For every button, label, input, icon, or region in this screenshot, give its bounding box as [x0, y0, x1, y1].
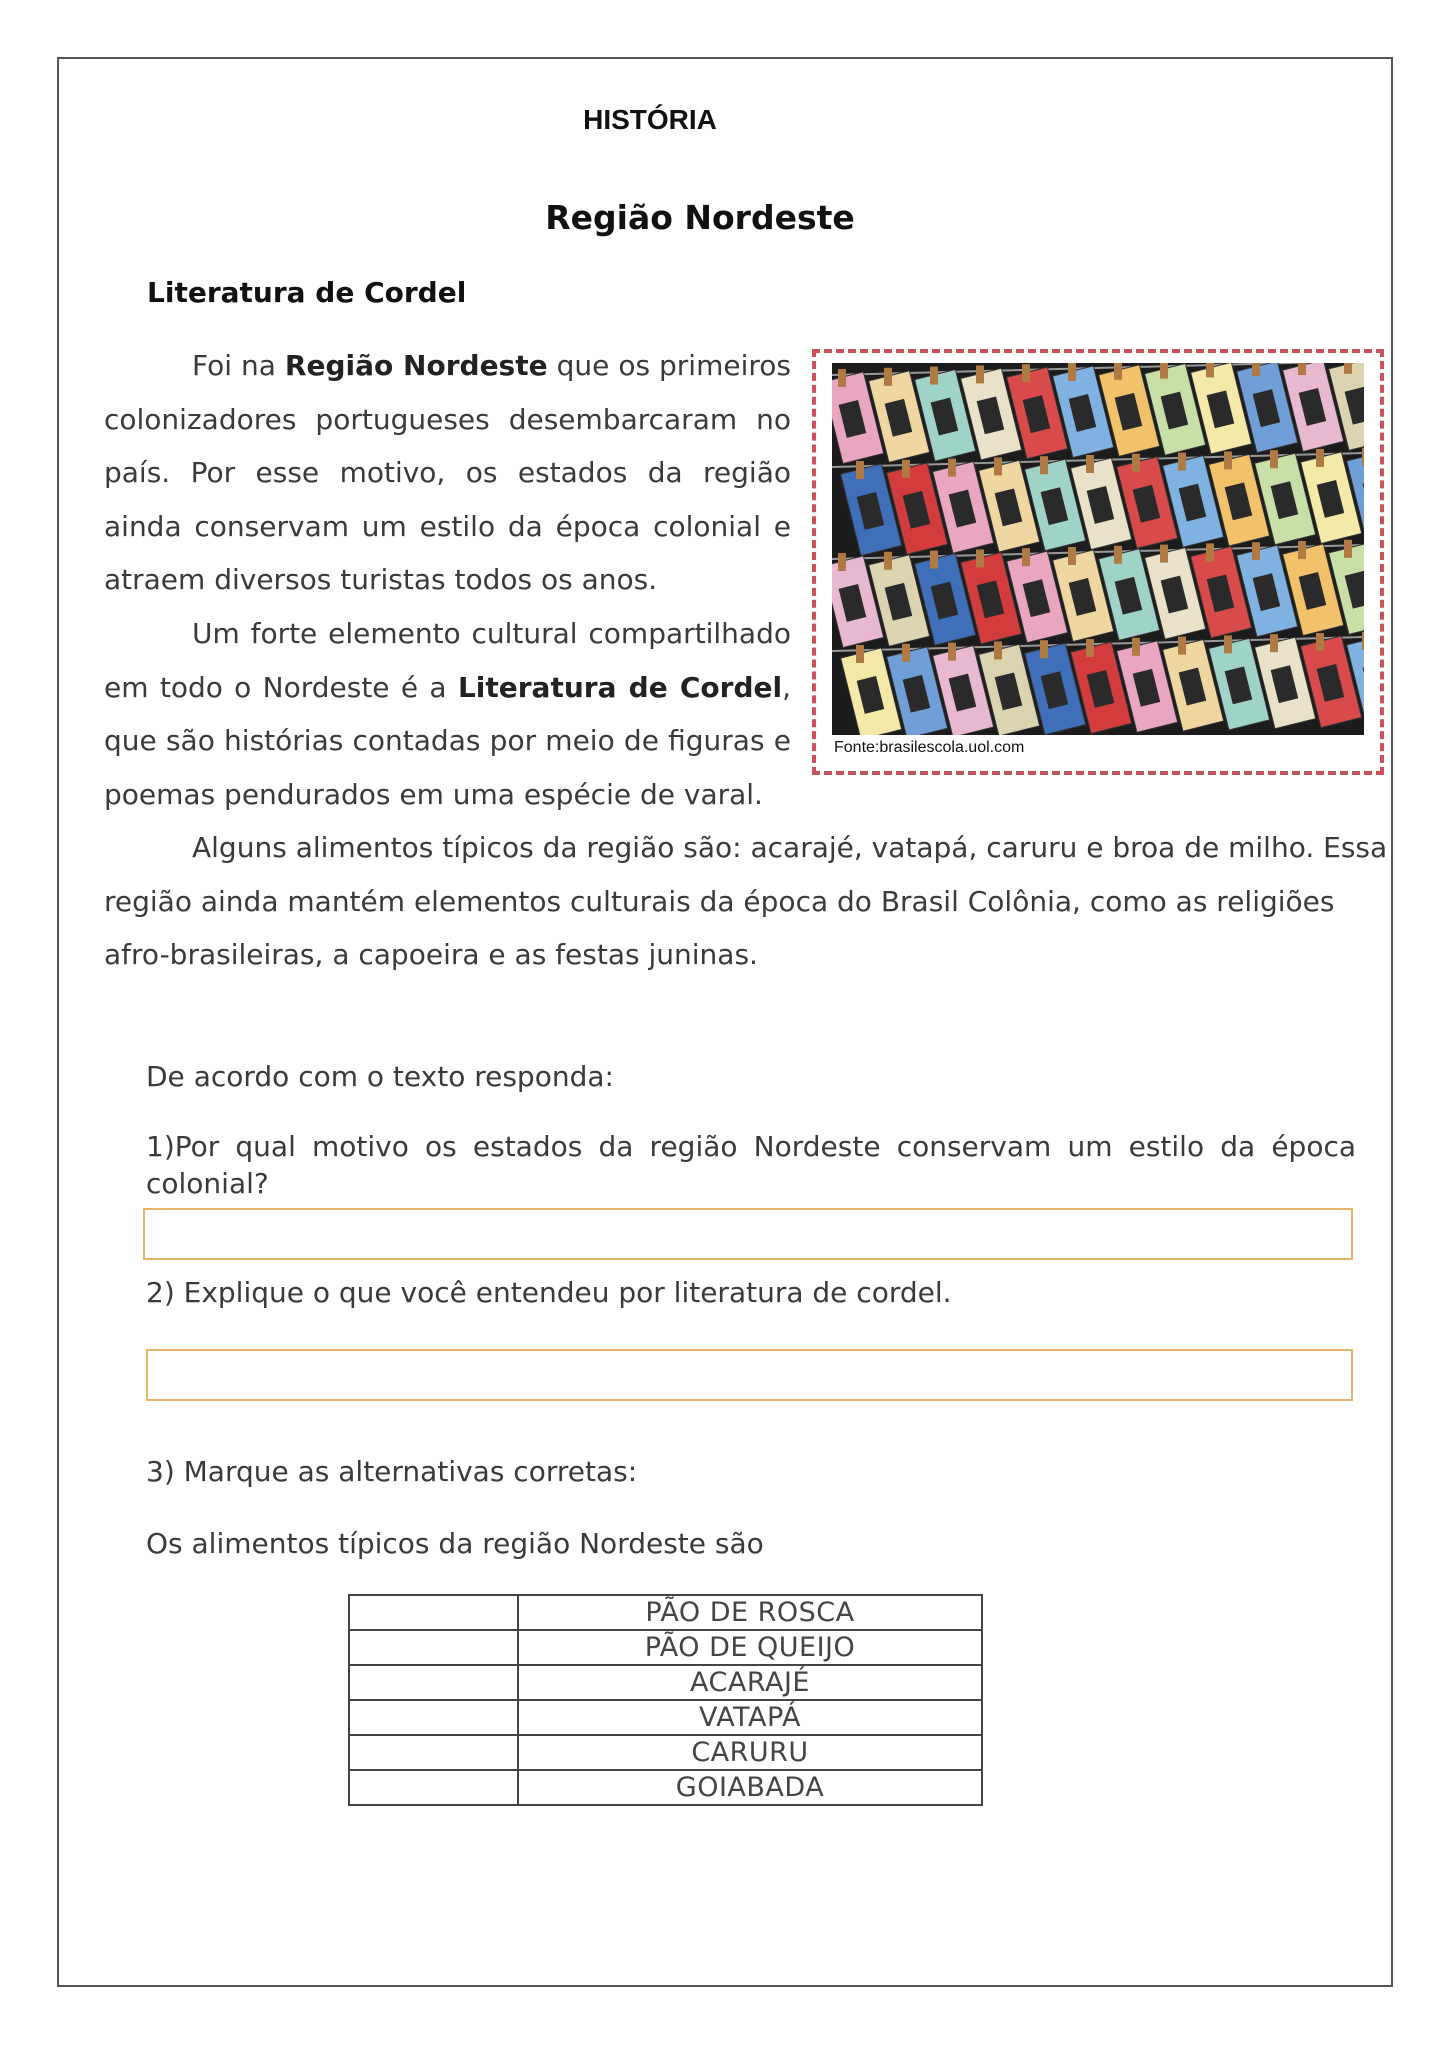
cordel-booklets-illustration — [832, 363, 1364, 735]
section-heading: Literatura de Cordel — [147, 276, 467, 309]
options-table — [348, 1594, 983, 1806]
answer-box-2[interactable] — [146, 1349, 1353, 1401]
paragraph-1-end: que os primeiros colonizadores portugueses desembarcaram no país. Por esse motivo, os estados da região ainda conservam um estilo da época colonial e atraem diversos turistas todos os anos. — [104, 349, 791, 597]
image-source: Fonte:brasilescola.uol.com — [834, 739, 1025, 756]
option-checkbox-cell[interactable] — [349, 1595, 518, 1630]
option-label: CARURU — [518, 1735, 982, 1770]
cordel-photo — [832, 363, 1364, 735]
paragraph-2-bold: Literatura de Cordel — [457, 670, 783, 704]
paragraph-1-bold: Região Nordeste — [284, 349, 548, 382]
subject-heading: HISTÓRIA — [583, 104, 717, 135]
option-row — [349, 1595, 982, 1630]
image-frame — [812, 349, 1384, 775]
option-row — [349, 1770, 982, 1805]
page-title: Região Nordeste — [545, 198, 855, 237]
intro-text — [104, 339, 791, 821]
option-label: VATAPÁ — [518, 1700, 982, 1735]
paragraph-3 — [104, 821, 1394, 982]
option-label: PÃO DE QUEIJO — [518, 1630, 982, 1665]
question-2: 2) Explique o que você entendeu por literatura de cordel. — [146, 1276, 952, 1309]
instruction-text: De acordo com o texto responda: — [146, 1060, 614, 1093]
option-checkbox-cell[interactable] — [349, 1770, 518, 1805]
option-label: ACARAJÉ — [518, 1665, 982, 1700]
option-checkbox-cell[interactable] — [349, 1630, 518, 1665]
paragraph-1 — [104, 339, 791, 607]
answer-box-1[interactable] — [143, 1208, 1353, 1260]
option-label: GOIABADA — [518, 1770, 982, 1805]
question-3-prompt: Os alimentos típicos da região Nordeste são — [146, 1527, 764, 1560]
option-row — [349, 1735, 982, 1770]
paragraph-3-line-1: Alguns alimentos típicos da região são: acarajé, vatapá, caruru e broa de milho. Essa — [192, 831, 1388, 864]
option-checkbox-cell[interactable] — [349, 1735, 518, 1770]
paragraph-2-start: Um forte elemento cultural compartilhado em todo o Nordeste é a — [104, 616, 791, 704]
option-checkbox-cell[interactable] — [349, 1700, 518, 1735]
option-label: PÃO DE ROSCA — [518, 1595, 982, 1630]
paragraph-1-start: Foi na — [192, 349, 285, 382]
paragraph-3-line-3: afro-brasileiras, a capoeira e as festas juninas. — [104, 938, 758, 972]
paragraph-3-line-2: região ainda mantém elementos culturais da época do Brasil Colônia, como as religiões — [104, 884, 1335, 918]
paragraph-2-end: , que são histórias contadas por meio de figuras e poemas pendurados em uma espécie de varal. — [104, 670, 792, 811]
option-row — [349, 1630, 982, 1665]
option-checkbox-cell[interactable] — [349, 1665, 518, 1700]
question-1: 1)Por qual motivo os estados da região Nordeste conservam um estilo da época colonial? — [146, 1130, 1356, 1200]
option-row — [349, 1665, 982, 1700]
paragraph-2 — [104, 607, 791, 821]
option-row — [349, 1700, 982, 1735]
question-3: 3) Marque as alternativas corretas: — [146, 1455, 638, 1488]
